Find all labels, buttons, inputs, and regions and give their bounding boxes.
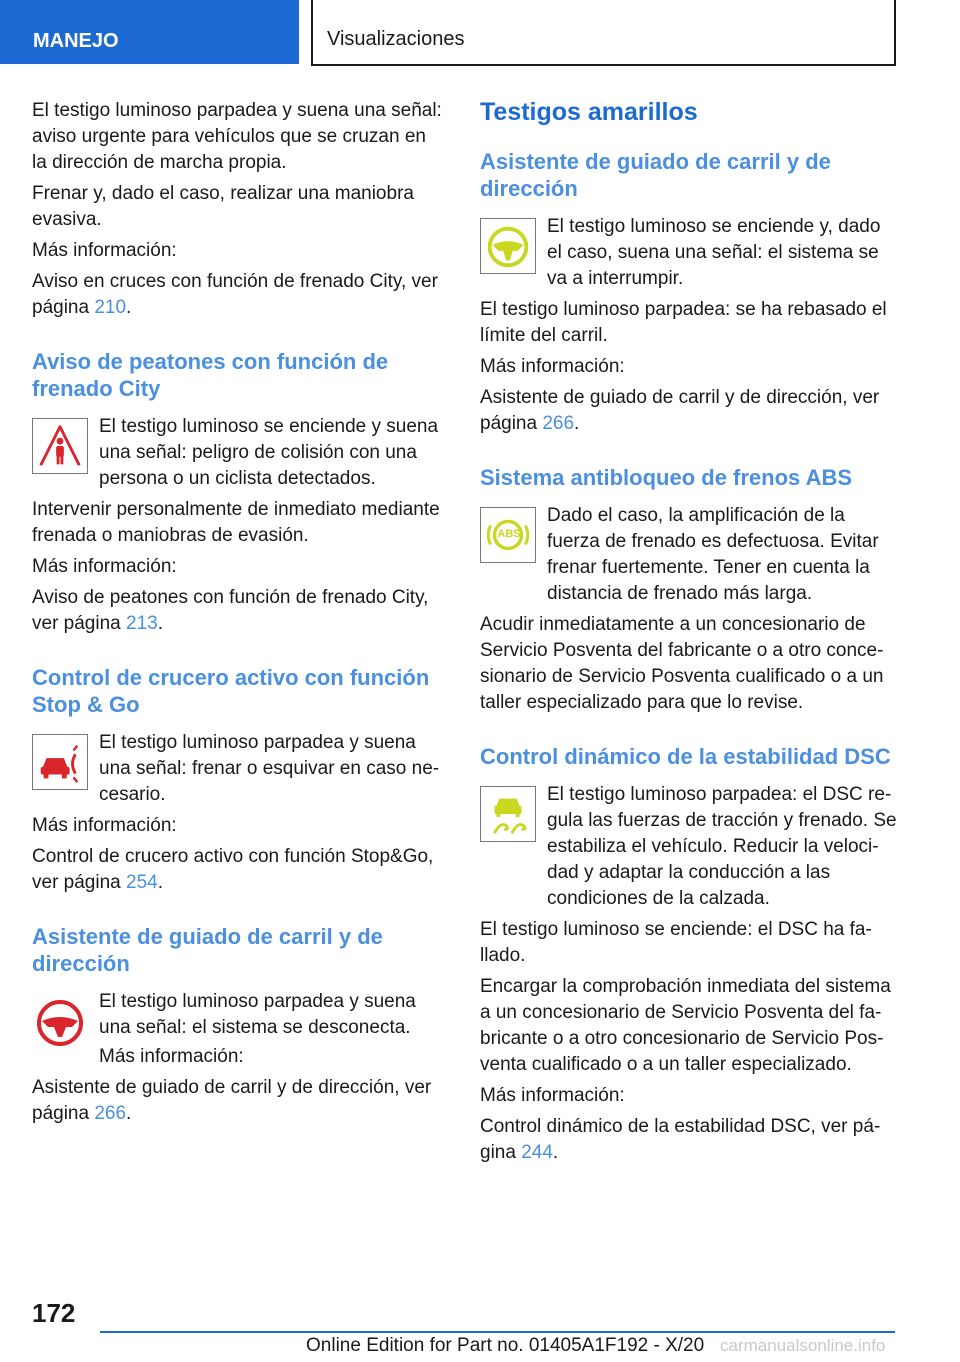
paragraph: Más información: (32, 556, 177, 577)
paragraph: Más información: (480, 356, 625, 377)
left-column (32, 98, 444, 1132)
paragraph: Aviso en cruces con función de frenado City, ver página 210. (32, 271, 438, 318)
paragraph: Asistente de guiado de carril y de dirección, ver página 266. (32, 1077, 432, 1124)
warning-entry (32, 989, 444, 1070)
paragraph: Más información: (32, 240, 177, 261)
icon-description: El testigo luminoso parpadea y suena una señal: frenar o esquivar en caso necesario. (99, 732, 440, 805)
section-title: Sistema antibloqueo de frenos ABS (480, 465, 853, 490)
section-title: Asistente de guiado de carril y de dirección (480, 149, 831, 201)
page-link[interactable]: 266 (94, 1103, 127, 1124)
page-header (0, 0, 960, 66)
steering-wheel-icon (480, 218, 536, 274)
paragraph: Control dinámico de la estabilidad DSC, ver página 244. (480, 1116, 881, 1163)
paragraph: El testigo luminoso se enciende: el DSC ha fallado. (480, 919, 872, 966)
section-tab[interactable]: MANEJO (0, 0, 299, 64)
icon-description: El testigo luminoso parpadea: el DSC regula las fuerzas de tracción y frenado. Se estabiliza el vehículo. Reducir la velocidad y adaptar la conducción a las condiciones de la calzada. (547, 784, 897, 909)
paragraph: Asistente de guiado de carril y de dirección, ver página 266. (480, 387, 880, 434)
section-heading: Testigos amarillos (480, 98, 698, 126)
warning-entry (480, 503, 898, 607)
pedestrian-warning-icon (32, 418, 88, 474)
chapter-tab: Visualizaciones (311, 0, 896, 66)
section-title: Aviso de peatones con función de frenado City (32, 349, 389, 401)
icon-description: Dado el caso, la amplificación de la fuerza de frenado es defectuosa. Evitar frenar fuertemente. Tener en cuenta la distancia de frenado más larga. (547, 505, 879, 604)
icon-description: El testigo luminoso parpadea y suena una señal: el sistema se desconecta. (99, 991, 416, 1038)
paragraph: El testigo luminoso parpadea y suena una señal: aviso urgente para vehículos que se cruzan en la dirección de marcha propia. (32, 100, 442, 173)
paragraph: Frenar y, dado el caso, realizar una maniobra evasiva. (32, 183, 414, 230)
page-link[interactable]: 210 (94, 297, 127, 318)
footer-divider (100, 1331, 895, 1333)
edition-text: Online Edition for Part no. 01405A1F192 - X/20 (306, 1335, 705, 1356)
warning-entry (480, 214, 898, 292)
section-title: Control de crucero activo con función Stop & Go (32, 665, 430, 717)
abs-icon-label: ABS (497, 528, 521, 540)
warning-entry (32, 414, 444, 492)
icon-description: El testigo luminoso se enciende y, dado el caso, suena una señal: el sistema se va a interrumpir. (547, 216, 881, 289)
section-title: Control dinámico de la estabilidad DSC (480, 744, 891, 769)
icon-description: Más información: (99, 1046, 244, 1067)
dsc-icon (480, 786, 536, 842)
abs-icon (480, 507, 536, 563)
warning-entry (480, 782, 898, 912)
page-link[interactable]: 266 (542, 413, 575, 434)
right-column (480, 98, 898, 1171)
page-link[interactable]: 254 (126, 872, 158, 893)
page-link[interactable]: 213 (126, 613, 158, 634)
page-link[interactable]: 244 (521, 1142, 553, 1163)
page-number: 172 (32, 1298, 76, 1328)
paragraph: Intervenir personalmente de inmediato mediante frenada o maniobras de evasión. (32, 499, 440, 546)
paragraph: Más información: (480, 1085, 625, 1106)
paragraph: Aviso de peatones con función de frenado City, ver página 213. (32, 587, 429, 634)
icon-description: El testigo luminoso se enciende y suena una señal: peligro de colisión con una persona o un ciclista detectados. (99, 416, 439, 489)
paragraph: Acudir inmediatamente a un concesionario de Servicio Posventa del fabricante o a otro concesionario de Servicio Posventa cualificado o a un taller especializado para que lo revise. (480, 614, 884, 713)
paragraph: Control de crucero activo con función Stop&Go, ver página 254. (32, 846, 434, 893)
collision-warning-icon (32, 734, 88, 790)
paragraph: El testigo luminoso parpadea: se ha rebasado el límite del carril. (480, 299, 887, 346)
paragraph: Más información: (32, 815, 177, 836)
watermark: carmanualsonline.info (720, 1336, 886, 1355)
paragraph: Encargar la comprobación inmediata del sistema a un concesionario de Servicio Posventa del fabricante o a otro concesionario de Servicio Posventa cualificado o a un taller especializado. (480, 976, 891, 1075)
steering-wheel-icon (32, 993, 88, 1049)
section-title: Asistente de guiado de carril y de dirección (32, 924, 383, 976)
warning-entry (32, 730, 444, 808)
